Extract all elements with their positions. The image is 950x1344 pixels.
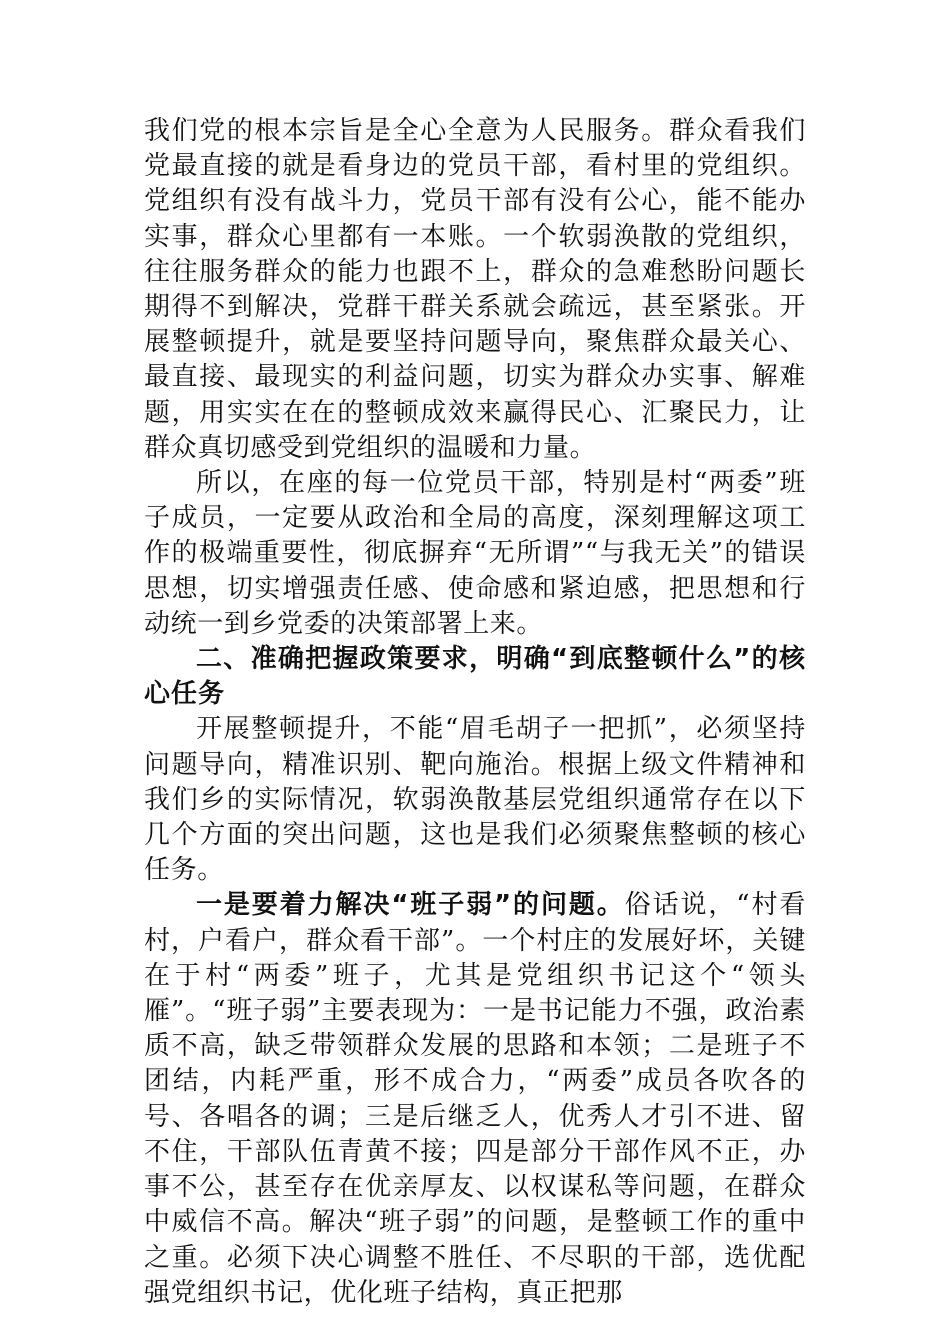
paragraph-body-text: 俗话说，“村看村，户看户，群众看干部”。一个村庄的发展好坏，关键在于村“两委”班子，尤其是党组织书记这个“领头雁”。“班子弱”主要表现为：一是书记能力不强，政治素质不高，缺乏带领群众发展的思路和本领；二是班子不团结，内耗严重，形不成合力，“两委”成员各吹各的号、各唱各的调；三是后继乏人，优秀人才引不进、留不住，干部队伍青黄不接；四是部分干部作风不正，办事不公，甚至存在优亲厚友、以权谋私等问题，在群众中威信不高。解决“班子弱”的问题，是整顿工作的重中之重。必须下决心调整不胜任、不尽职的干部，选优配强党组织书记，优化班子结构，真正把那 xyxy=(144,890,806,1308)
paragraph-weak-leadership xyxy=(144,888,806,1310)
section-heading-core-tasks: 二、准确把握政策要求，明确“到底整顿什么”的核心任务 xyxy=(144,644,806,710)
paragraph-purpose-of-party: 我们党的根本宗旨是全心全意为人民服务。群众看我们党最直接的就是看身边的党员干部，看村里的党组织。党组织有没有战斗力，党员干部有没有公心，能不能办实事，群众心里都有一本账。一个软弱涣散的党组织，往往服务群众的能力也跟不上，群众的急难愁盼问题长期得不到解决，党群干群关系就会疏远，甚至紧张。开展整顿提升，就是要坚持问题导向，聚焦群众最关心、最直接、最现实的利益问题，切实为群众办实事、解难题，用实实在在的整顿成效来赢得民心、汇聚民力，让群众真切感受到党组织的温暖和力量。 xyxy=(144,116,806,463)
paragraph-cadre-responsibility: 所以，在座的每一位党员干部，特别是村“两委”班子成员，一定要从政治和全局的高度，深刻理解这项工作的极端重要性，彻底摒弃“无所谓”“与我无关”的错误思想，切实增强责任感、使命感和紧迫感，把思想和行动统一到乡党委的决策部署上来。 xyxy=(144,468,806,639)
paragraph-problem-oriented: 开展整顿提升，不能“眉毛胡子一把抓”，必须坚持问题导向，精准识别、靶向施治。根据上级文件精神和我们乡的实际情况，软弱涣散基层党组织通常存在以下几个方面的突出问题，这也是我们必须聚焦整顿的核心任务。 xyxy=(144,714,806,886)
document-body xyxy=(144,114,806,1311)
paragraph-lead-sentence: 一是要着力解决“班子弱”的问题。 xyxy=(196,890,625,921)
